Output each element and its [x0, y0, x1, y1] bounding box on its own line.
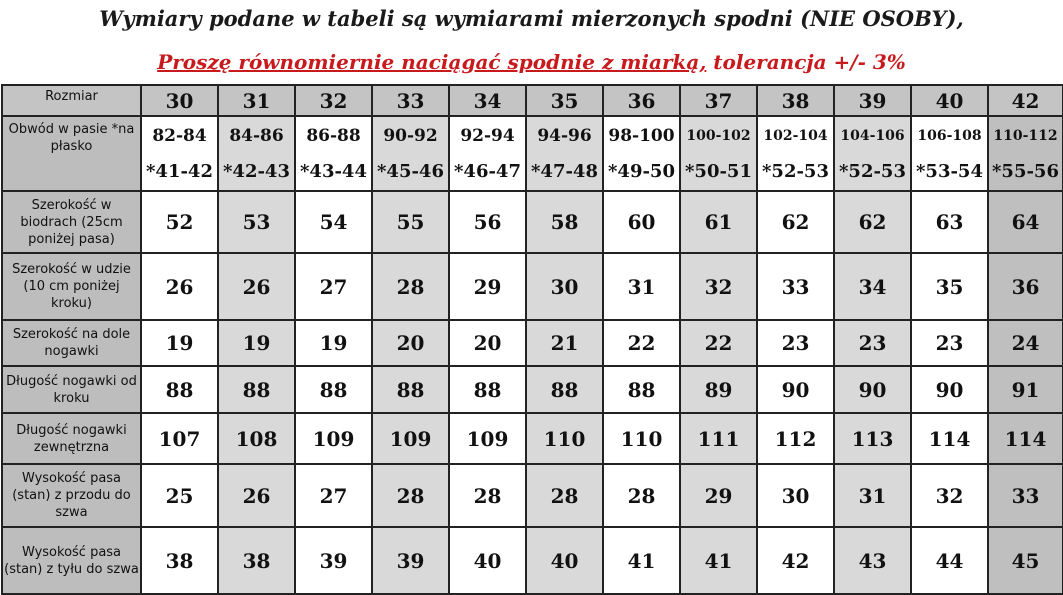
value-cell: 107	[141, 413, 218, 464]
waist-flat: *50-51	[685, 160, 752, 182]
row-label: Długość nogawki od kroku	[2, 366, 141, 413]
measurement-note	[0, 46, 1063, 78]
waist-range: 102-104	[763, 127, 828, 144]
value-cell: 58	[526, 191, 603, 253]
value-cell: 19	[295, 320, 372, 366]
waist-flat: *41-42	[146, 160, 213, 182]
page-title: Wymiary podane w tabeli są wymiarami mierzonych spodni (NIE OSOBY),	[99, 6, 964, 31]
value-cell: 39	[372, 527, 449, 594]
size-cell: 33	[372, 85, 449, 116]
waist-range: 82-84	[152, 125, 207, 146]
value-cell: 23	[911, 320, 988, 366]
row-label: Szerokość na dole nogawki	[2, 320, 141, 366]
table-row	[2, 320, 1063, 366]
waist-cell	[834, 116, 911, 191]
value-cell: 112	[757, 413, 834, 464]
value-cell: 88	[141, 366, 218, 413]
value-cell: 42	[757, 527, 834, 594]
value-cell: 31	[603, 253, 680, 320]
note-underlined: Proszę równomiernie naciągać spodnie z miarką,	[157, 50, 707, 74]
size-cell: 36	[603, 85, 680, 116]
row-label: Obwód w pasie *na płasko	[2, 116, 141, 191]
value-cell: 39	[295, 527, 372, 594]
value-cell: 27	[295, 464, 372, 527]
value-cell: 40	[449, 527, 526, 594]
waist-range: 110-112	[993, 127, 1058, 144]
value-cell: 88	[526, 366, 603, 413]
waist-flat: *42-43	[223, 160, 290, 182]
value-cell: 38	[218, 527, 295, 594]
waist-range: 100-102	[686, 127, 751, 144]
size-cell: 35	[526, 85, 603, 116]
value-cell: 88	[295, 366, 372, 413]
size-cell: 30	[141, 85, 218, 116]
value-cell: 29	[449, 253, 526, 320]
value-cell: 63	[911, 191, 988, 253]
value-cell: 30	[526, 253, 603, 320]
value-cell: 33	[988, 464, 1063, 527]
size-cell: 34	[449, 85, 526, 116]
value-cell: 55	[372, 191, 449, 253]
waist-flat: *43-44	[300, 160, 367, 182]
waist-cell	[603, 116, 680, 191]
value-cell: 20	[449, 320, 526, 366]
value-cell: 29	[680, 464, 757, 527]
waist-cell	[295, 116, 372, 191]
waist-range: 86-88	[306, 125, 361, 146]
size-cell: 32	[295, 85, 372, 116]
value-cell: 91	[988, 366, 1063, 413]
value-cell: 88	[603, 366, 680, 413]
value-cell: 89	[680, 366, 757, 413]
waist-flat: *47-48	[531, 160, 598, 182]
value-cell: 28	[372, 253, 449, 320]
value-cell: 56	[449, 191, 526, 253]
waist-range: 106-108	[917, 127, 982, 144]
size-cell: 37	[680, 85, 757, 116]
value-cell: 31	[834, 464, 911, 527]
table-row	[2, 413, 1063, 464]
size-header-row	[2, 85, 1063, 116]
size-table	[1, 84, 1063, 595]
value-cell: 108	[218, 413, 295, 464]
waist-flat: *49-50	[608, 160, 675, 182]
waist-flat: *52-53	[839, 160, 906, 182]
waist-flat: *55-56	[992, 160, 1059, 182]
value-cell: 62	[834, 191, 911, 253]
value-cell: 38	[141, 527, 218, 594]
value-cell: 28	[526, 464, 603, 527]
waist-cell	[372, 116, 449, 191]
waist-range: 92-94	[460, 125, 515, 146]
value-cell: 24	[988, 320, 1063, 366]
value-cell: 41	[680, 527, 757, 594]
value-cell: 22	[680, 320, 757, 366]
waist-cell	[218, 116, 295, 191]
value-cell: 110	[603, 413, 680, 464]
row-label: Długość nogawki zewnętrzna	[2, 413, 141, 464]
value-cell: 60	[603, 191, 680, 253]
value-cell: 41	[603, 527, 680, 594]
value-cell: 45	[988, 527, 1063, 594]
waist-flat: *45-46	[377, 160, 444, 182]
size-cell: 38	[757, 85, 834, 116]
waist-flat: *52-53	[762, 160, 829, 182]
waist-cell	[911, 116, 988, 191]
size-cell: 40	[911, 85, 988, 116]
value-cell: 26	[218, 253, 295, 320]
value-cell: 27	[295, 253, 372, 320]
value-cell: 28	[603, 464, 680, 527]
table-row	[2, 253, 1063, 320]
value-cell: 23	[834, 320, 911, 366]
value-cell: 114	[911, 413, 988, 464]
value-cell: 62	[757, 191, 834, 253]
value-cell: 33	[757, 253, 834, 320]
table-row	[2, 366, 1063, 413]
size-cell: 42	[988, 85, 1063, 116]
value-cell: 109	[295, 413, 372, 464]
value-cell: 53	[218, 191, 295, 253]
value-cell: 36	[988, 253, 1063, 320]
waist-range: 90-92	[383, 125, 438, 146]
value-cell: 113	[834, 413, 911, 464]
value-cell: 20	[372, 320, 449, 366]
value-cell: 90	[911, 366, 988, 413]
value-cell: 109	[449, 413, 526, 464]
value-cell: 54	[295, 191, 372, 253]
value-cell: 64	[988, 191, 1063, 253]
waist-range: 104-106	[840, 127, 905, 144]
waist-range: 94-96	[537, 125, 592, 146]
size-label: Rozmiar	[2, 85, 141, 116]
value-cell: 111	[680, 413, 757, 464]
row-label: Wysokość pasa (stan) z tyłu do szwa	[2, 527, 141, 594]
value-cell: 32	[911, 464, 988, 527]
value-cell: 23	[757, 320, 834, 366]
value-cell: 26	[218, 464, 295, 527]
waist-range: 98-100	[608, 125, 675, 146]
value-cell: 25	[141, 464, 218, 527]
value-cell: 88	[218, 366, 295, 413]
value-cell: 90	[834, 366, 911, 413]
row-label: Szerokość w biodrach (25cm poniżej pasa)	[2, 191, 141, 253]
row-label: Szerokość w udzie (10 cm poniżej kroku)	[2, 253, 141, 320]
value-cell: 19	[218, 320, 295, 366]
waist-flat: *53-54	[916, 160, 983, 182]
waist-cell	[141, 116, 218, 191]
value-cell: 28	[372, 464, 449, 527]
value-cell: 90	[757, 366, 834, 413]
value-cell: 26	[141, 253, 218, 320]
waist-cell	[757, 116, 834, 191]
value-cell: 114	[988, 413, 1063, 464]
value-cell: 61	[680, 191, 757, 253]
row-label: Wysokość pasa (stan) z przodu do szwa	[2, 464, 141, 527]
value-cell: 109	[372, 413, 449, 464]
waist-cell	[680, 116, 757, 191]
value-cell: 19	[141, 320, 218, 366]
value-cell: 30	[757, 464, 834, 527]
value-cell: 110	[526, 413, 603, 464]
value-cell: 21	[526, 320, 603, 366]
waist-cell	[526, 116, 603, 191]
waist-cell	[988, 116, 1063, 191]
value-cell: 43	[834, 527, 911, 594]
size-cell: 31	[218, 85, 295, 116]
value-cell: 34	[834, 253, 911, 320]
waist-range: 84-86	[229, 125, 284, 146]
waist-flat: *46-47	[454, 160, 521, 182]
value-cell: 32	[680, 253, 757, 320]
value-cell: 40	[526, 527, 603, 594]
note-tolerance: tolerancja +/- 3%	[706, 50, 906, 74]
table-row	[2, 191, 1063, 253]
table-row	[2, 116, 1063, 191]
value-cell: 88	[449, 366, 526, 413]
value-cell: 44	[911, 527, 988, 594]
size-cell: 39	[834, 85, 911, 116]
value-cell: 35	[911, 253, 988, 320]
value-cell: 52	[141, 191, 218, 253]
table-row	[2, 527, 1063, 594]
waist-cell	[449, 116, 526, 191]
value-cell: 28	[449, 464, 526, 527]
table-row	[2, 464, 1063, 527]
value-cell: 22	[603, 320, 680, 366]
value-cell: 88	[372, 366, 449, 413]
